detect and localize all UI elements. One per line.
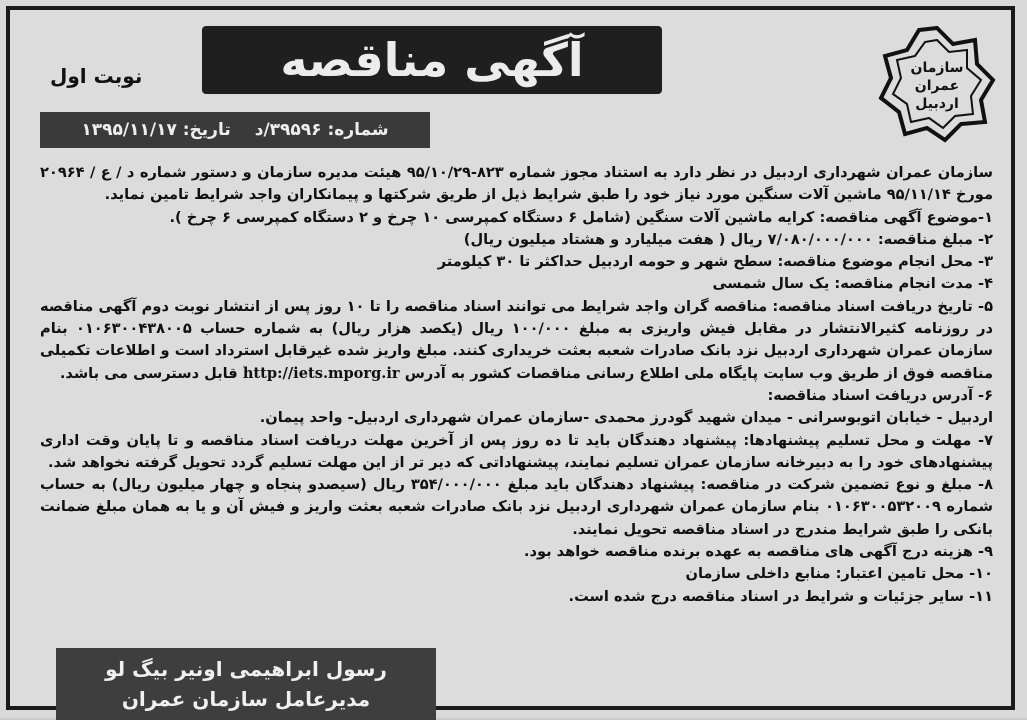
item-5-tail: قابل دسترسی می باشد. — [59, 364, 238, 382]
tender-url-link[interactable]: http://iets.mporg.ir — [242, 364, 400, 382]
item-11: ۱۱- سایر جزئیات و شرایط در اسناد مناقصه درج شده است. — [568, 587, 993, 605]
item-2: ۲- مبلغ مناقصه: ۷/۰۸۰/۰۰۰/۰۰۰ ریال ( هفت میلیارد و هشتاد میلیون ریال) — [463, 230, 993, 248]
title-banner — [202, 26, 662, 94]
logo-text-1: سازمان — [910, 60, 964, 76]
item-7: ۷- مهلت و محل تسلیم پیشنهادها: پیشنهاد دهندگان باید تا ده روز پس از آخرین مهلت دریافت اسناد مناقصه و تا پایان وقت اداری پیشنهادهای خود را به دبیرخانه سازمان عمران تسلیم نمایند، پیشنهاداتی که دیر تر از این مهلت تسلیم گردد تحویل گرفته نخواهد شد. — [40, 431, 993, 471]
item-6-address: اردبیل - خیابان اتوبوسرانی - میدان شهید گودرز محمدی -سازمان عمران شهرداری اردبیل- واحد پیمان. — [259, 409, 993, 427]
ad-number: شماره: ۳۹۵۹۶/د — [254, 120, 389, 140]
signature-banner — [56, 648, 436, 720]
item-1: ۱-موضوع آگهی مناقصه: کرایه ماشین آلات سنگین (شامل ۶ دستگاه کمپرسی ۱۰ چرخ و ۲ دستگاه کمپرسی ۶ چرخ ). — [169, 208, 993, 226]
round-label: نوبت اول — [50, 64, 143, 88]
item-6-title: ۶- آدرس دریافت اسناد مناقصه: — [767, 386, 993, 404]
signer-role: مدیرعامل سازمان عمران — [121, 687, 371, 711]
item-5 — [40, 296, 993, 385]
signer-name: رسول ابراهیمی اونیر بیگ لو — [105, 657, 387, 681]
meta-banner — [40, 112, 430, 148]
seal-logo — [877, 24, 997, 144]
item-5-text: ۵- تاریخ دریافت اسناد مناقصه: مناقصه گران واجد شرایط می توانند اسناد مناقصه را تا ۱۰ روز پس از انتشار نوبت دوم آگهی مناقصه در روزنامه کثیرالانتشار در مقابل فیش واریزی به مبلغ ۱۰۰/۰۰۰ ریال (یکصد هزار ریال) به شماره حساب ۰۱۰۶۳۰۰۴۳۸۰۰۵ بنام سازمان عمران شهرداری اردبیل نزد بانک صادرات شعبه بعثت خریداری کنند. مبلغ واریز شده غیرقابل استرداد است و اطلاعات تکمیلی مناقصه فوق از طریق وب سایت پایگاه ملی اطلاع رسانی مناقصات کشور به آدرس — [40, 297, 993, 382]
item-8: ۸- مبلغ و نوع تضمین شرکت در مناقصه: پیشنهاد دهندگان باید مبلغ ۳۵۴/۰۰۰/۰۰۰ ریال (سیصدو پنجاه و چهار میلیون ریال) به حساب شماره ۰۱۰۶۳۰۰۵۳۲۰۰۹ بنام سازمان عمران شهرداری اردبیل نزد بانک صادرات شعبه بعثت واریز و فیش آن و یا به همان مبلغ ضمانت بانکی را طبق شرایط مندرج در اسناد مناقصه تحویل نمایند. — [40, 476, 993, 538]
ad-frame — [6, 6, 1015, 710]
logo-text-2: عمران — [914, 78, 960, 94]
ad-body — [40, 162, 993, 608]
intro-paragraph: سازمان عمران شهرداری اردبیل در نظر دارد به استناد مجوز شماره ۸۲۳-۹۵/۱۰/۲۹ هیئت مدیره سازمان و دستور شماره د / ع / ۲۰۹۶۴ مورخ ۹۵/۱۱/۱۴ ماشین آلات سنگین مورد نیاز خود را طبق شرایط ذیل از طریق شرکتها و پیمانکاران واجد شرایط تامین نماید. — [40, 164, 994, 204]
logo-text-3: اردبیل — [915, 96, 959, 112]
item-4: ۴- مدت انجام مناقصه: یک سال شمسی — [712, 275, 993, 293]
item-10: ۱۰- محل تامین اعتبار: منابع داخلی سازمان — [685, 565, 993, 583]
ad-date: تاریخ: ۱۳۹۵/۱۱/۱۷ — [81, 120, 231, 140]
item-3: ۳- محل انجام موضوع مناقصه: سطح شهر و حومه اردبیل حداکثر تا ۳۰ کیلومتر — [437, 253, 993, 271]
page-title: آگهی مناقصه — [280, 33, 584, 87]
item-9: ۹- هزینه درج آگهی های مناقصه به عهده برنده مناقصه خواهد بود. — [523, 543, 993, 561]
